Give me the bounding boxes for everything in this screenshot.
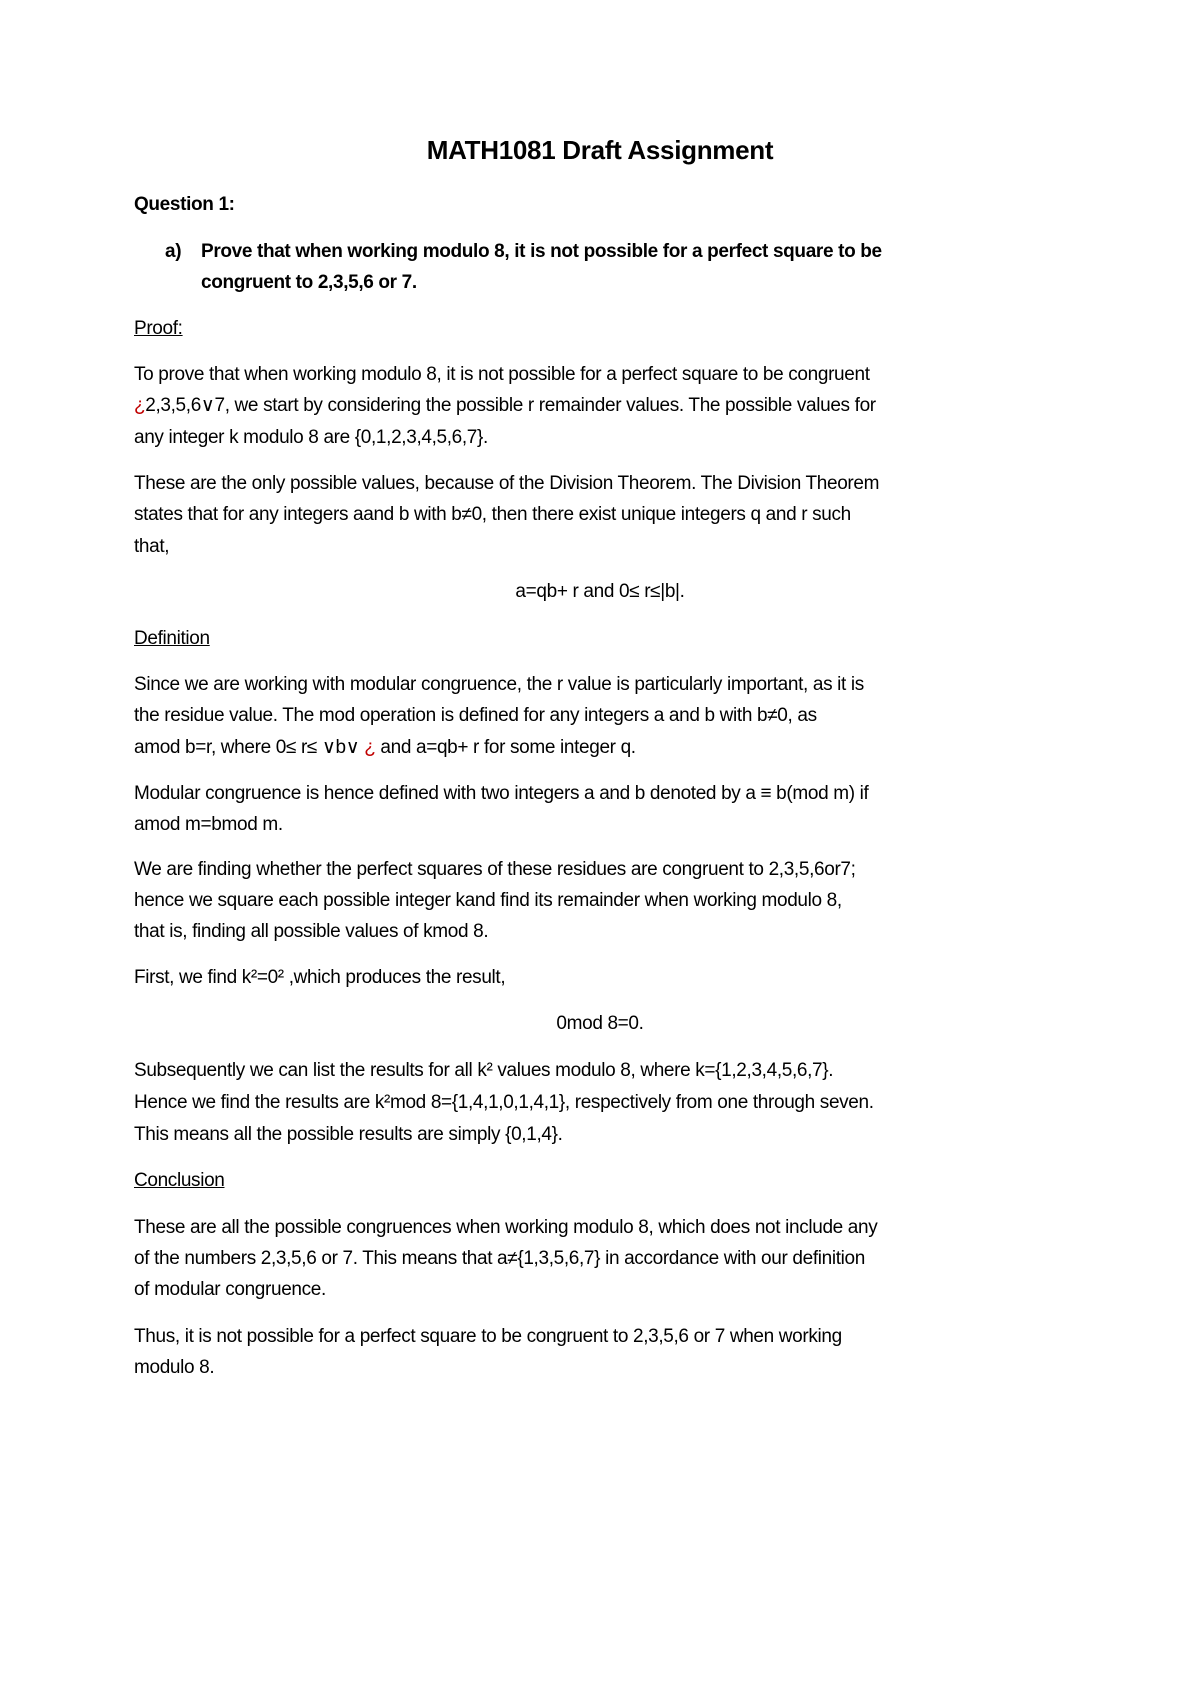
error-mark: ¿ [134, 395, 146, 416]
paragraph-line [134, 394, 876, 418]
paragraph-line: that is, finding all possible values of kmod 8. [134, 921, 489, 942]
paragraph-line: Hence we find the results are k²mod 8={1,4,1,0,1,4,1}, respectively from one through seven. [134, 1092, 874, 1113]
paragraph-line: This means all the possible results are simply {0,1,4}. [134, 1124, 563, 1145]
paragraph-line: hence we square each possible integer kand find its remainder when working modulo 8, [134, 890, 842, 911]
paragraph-line: Since we are working with modular congruence, the r value is particularly important, as it is [134, 674, 864, 695]
paragraph-line: states that for any integers aand b with b≠0, then there exist unique integers q and r such [134, 504, 851, 525]
paragraph-line: the residue value. The mod operation is defined for any integers a and b with b≠0, as [134, 705, 817, 726]
equation: a=qb+ r and 0≤ r≤|b|. [515, 581, 685, 602]
definition-heading: Definition [134, 628, 210, 649]
paragraph-line: Thus, it is not possible for a perfect square to be congruent to 2,3,5,6 or 7 when working [134, 1326, 842, 1347]
paragraph-line: Modular congruence is hence defined with two integers a and b denoted by a ≡ b(mod m) if [134, 783, 869, 804]
text: and a=qb+ r for some integer q. [375, 737, 636, 758]
paragraph-line: These are all the possible congruences when working modulo 8, which does not include any [134, 1217, 878, 1238]
paragraph-line: We are finding whether the perfect squares of these residues are congruent to 2,3,5,6or7; [134, 859, 856, 880]
question-heading: Question 1: [134, 194, 235, 215]
paragraph-line: modulo 8. [134, 1357, 215, 1378]
part-label: a) [165, 241, 182, 262]
equation: 0mod 8=0. [556, 1013, 644, 1034]
paragraph-line: of the numbers 2,3,5,6 or 7. This means that a≠{1,3,5,6,7} in accordance with our definition [134, 1248, 865, 1269]
proof-heading: Proof: [134, 318, 183, 339]
paragraph-line: These are the only possible values, because of the Division Theorem. The Division Theorem [134, 473, 880, 494]
paragraph-line: of modular congruence. [134, 1279, 326, 1300]
paragraph-line: Subsequently we can list the results for all k² values modulo 8, where k={1,2,3,4,5,6,7}. [134, 1060, 834, 1081]
conclusion-heading: Conclusion [134, 1170, 225, 1191]
part-a-text: Prove that when working modulo 8, it is not possible for a perfect square to be [201, 241, 882, 262]
paragraph-line: that, [134, 536, 170, 557]
text: 2,3,5,6∨7, we start by considering the possible r remainder values. The possible values for [145, 395, 876, 416]
document-title: MATH1081 Draft Assignment [426, 135, 774, 165]
paragraph-line: amod m=bmod m. [134, 814, 283, 835]
paragraph-line [134, 736, 636, 760]
text: amod b=r, where 0≤ r≤ ∨b∨ [134, 737, 365, 758]
paragraph-line: First, we find k²=0² ,which produces the result, [134, 967, 506, 988]
paragraph-line: To prove that when working modulo 8, it is not possible for a perfect square to be congruent [134, 364, 870, 385]
part-a-text: congruent to 2,3,5,6 or 7. [201, 272, 417, 293]
paragraph-line: any integer k modulo 8 are {0,1,2,3,4,5,6,7}. [134, 427, 488, 448]
error-mark: ¿ [364, 737, 376, 758]
